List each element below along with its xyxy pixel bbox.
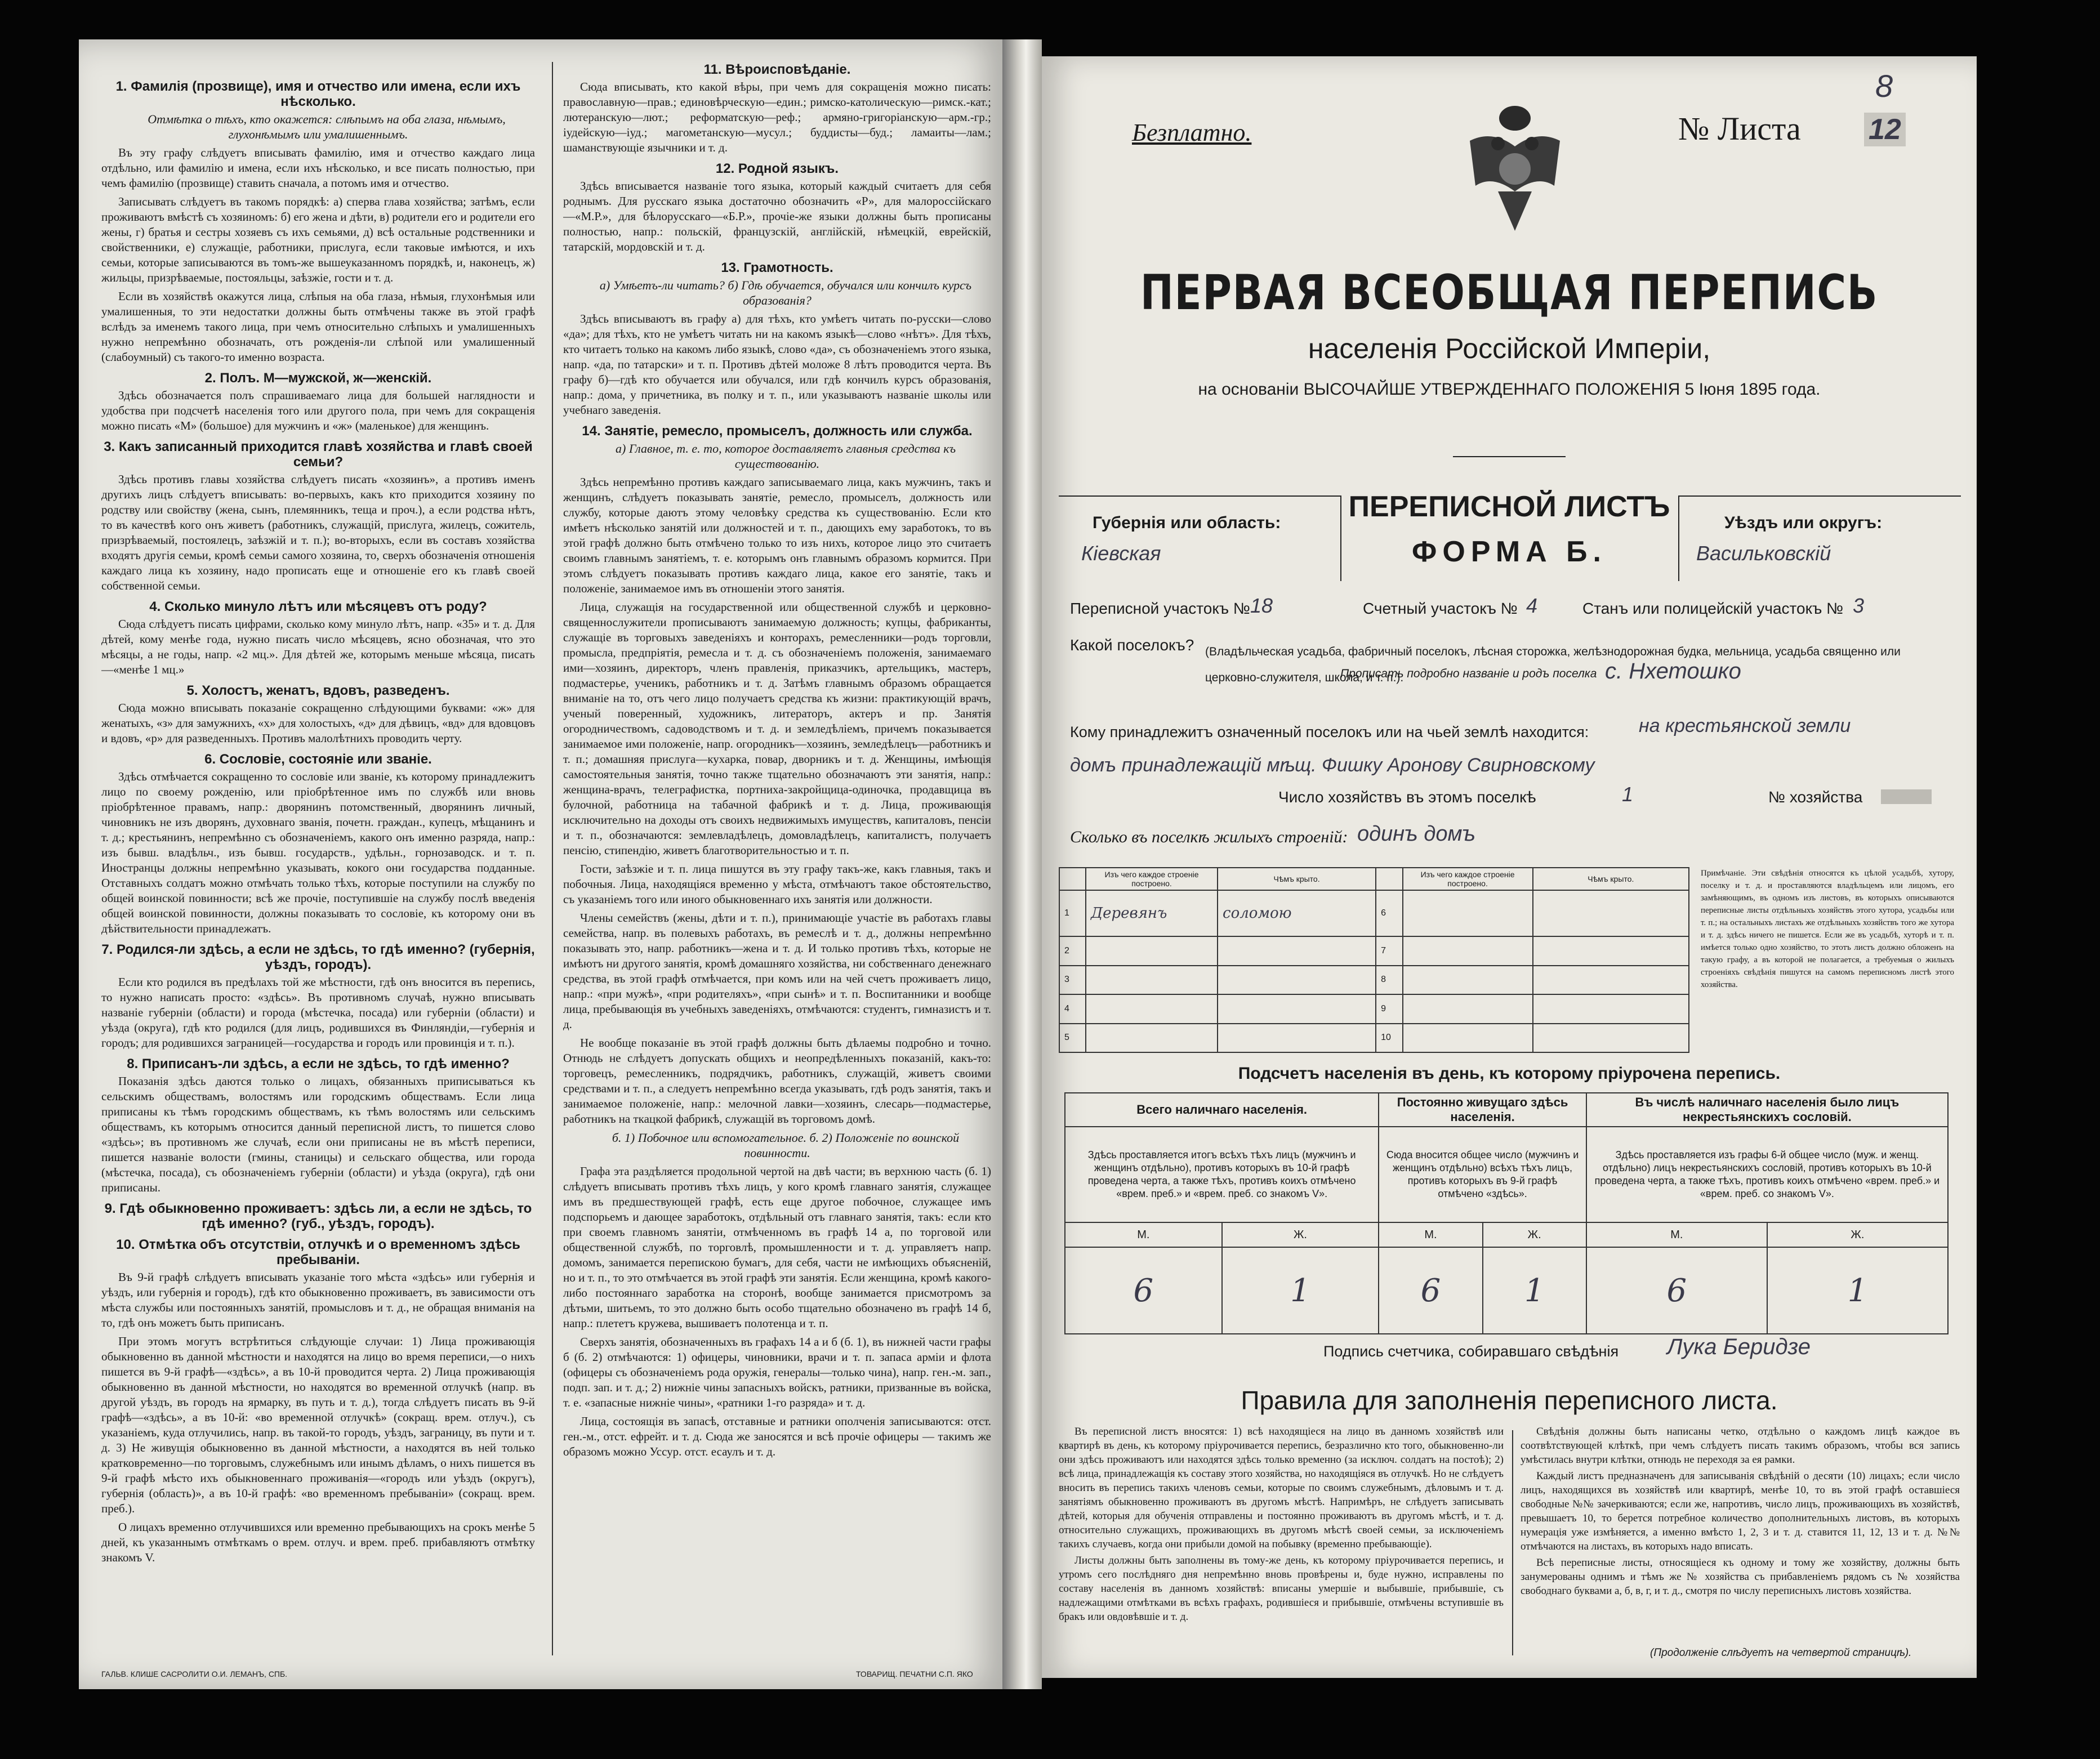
instructions-column-2: [563, 56, 991, 1650]
instructions-column-1: [101, 73, 535, 1650]
male-label: М.: [1586, 1222, 1767, 1247]
instruction-paragraph: Члены семействъ (жены, дѣти и т. п.), принимающіе участіе въ работахъ главы семейства, напр. въ полевыхъ работахъ, въ ремеслѣ и т. д., должны непремѣнно показывать это, напр. работникъ—жена и т. д. И только противъ тѣхъ, которые не имѣютъ ни другого занятія, кромѣ домашняго хозяйства, ни собственнаго денежнаго средства, въ этой графѣ отмѣчается, при комъ или на чей счетъ проживаетъ лицо, напр.: «при мужѣ», «при родителяхъ», «при сынѣ» и т. п. Воспитанники и вообще лица, пребывающія въ учебныхъ заведеніяхъ, отмѣчаются: студентъ, гимназистъ и т. д.: [563, 911, 991, 1031]
census-title: ПЕРВАЯ ВСЕОБЩАЯ ПЕРЕПИСЬ: [1140, 265, 1879, 321]
instruction-paragraph: Если въ хозяйствѣ окажутся лица, слѣпыя на оба глаза, нѣмыя, глухонѣмыя или умалишенныя, то эти недостатки должны быть отмѣчены также въ этой графѣ вслѣдъ за именемъ такого лица, при чемъ относительно слѣпыхъ и умалишенныхъ нужно непремѣнно обозначать, отъ рожденія-ли слѣпой или умалишенный (слабоумный) съ такого-то именно возраста.: [101, 289, 535, 364]
settlement-value: с. Нхетошко: [1605, 659, 1741, 684]
section-subheading: Отмѣтка о тѣхъ, кто окажется: слѣпымъ на оба глаза, нѣмымъ, глухонѣмымъ или умалишеннымъ.: [148, 112, 506, 141]
population-heading: Подсчетъ населенія въ день, къ которому пріурочена перепись.: [1238, 1064, 1781, 1083]
bt-header-material: Изъ чего каждое строеніе построено.: [1086, 868, 1218, 890]
bt-row-number: 6: [1376, 890, 1402, 936]
section-heading: 1. Фамилія (прозвище), имя и отчество или имена, если ихъ нѣсколько.: [115, 79, 521, 109]
instruction-paragraph: О лицахъ временно отлучившихся или временно пребывающихъ на срокъ менѣе 5 дней, къ указаннымъ отмѣткамъ о врем. отлуч. и врем. преб. прибавляютъ отмѣтку знакомъ V.: [101, 1520, 535, 1564]
stan-label: Станъ или полицейскій участокъ №: [1582, 600, 1844, 617]
section-heading: 5. Холостъ, женатъ, вдовъ, разведенъ.: [186, 683, 450, 698]
settlement-hint: (Владѣльческая усадьба, фабричный поселокъ, лѣсная сторожка, желѣзнодорожная будка, мельница, усадьба священно или церковно-служителя, школа, и т. п.).: [1205, 645, 1901, 684]
instruction-paragraph: Въ 9-й графѣ слѣдуетъ вписывать указаніе того мѣста «здѣсь» или губернія и уѣздъ, или губернія и городъ), гдѣ кто обыкновенно проживаетъ, въ зависимости отъ мѣста службы или постоянныхъ занятій, промысловъ и т. д., не обращая вниманія на то, гдѣ онъ можетъ быть приписанъ.: [101, 1270, 535, 1329]
rules-divider: [1512, 1430, 1513, 1655]
owner-value-continued: домъ принадлежащій мѣщ. Фишку Аронову Свирновскому: [1070, 755, 1595, 776]
instruction-paragraph: При этомъ могутъ встрѣтиться слѣдующіе случаи: 1) Лица проживающія обыкновенно въ данной мѣстности и находятся на лицо во время переписи,—о нихъ пишется въ 9-й графѣ—«здѣсь», а въ 10-й проводится черта. 2) Лица проживающія обыкновенно въ данной мѣстности, но находятся во временной отлучкѣ (напр. въ другой уѣздъ, въ городъ на ярмарку, въ путь и т. д.), тогда слѣдуетъ писать въ 9-й графѣ—«здѣсь», а въ 10-й: «во временной отлучкѣ» (сокращ. врем. отлуч.), съ указаніемъ, куда отлучились, напр. въ такой-то городъ, уѣздъ, заграницу, въ пути и т. д. 3) Не живущія обыкновенно въ данной мѣстности, а находятся въ ней только кратковременно—по торговымъ, служебнымъ или инымъ дѣламъ, о нихъ пишется въ 9-й графѣ мѣсто ихъ обыкновеннаго проживанія—«городъ или уѣздъ (округъ), губернія (область)», а въ 10-й графѣ: «во временномъ пребываніи» (сокращ. врем. преб.).: [101, 1334, 535, 1515]
buildings-label: Сколько въ поселкѣ жилыхъ строеній:: [1070, 828, 1348, 846]
instruction-paragraph: Записывать слѣдуетъ въ такомъ порядкѣ: а) сперва глава хозяйства; затѣмъ, если проживаютъ вмѣстѣ съ хозяиномъ: б) его жена и дѣти, в) родители его и родители его жены, г) братья и сестры хозяевъ съ ихъ семьями, д) всѣ остальные родственники и свойственники, е) служащіе, работники, прислуга, если таковые имѣются, и ихъ семьи, которые записываются въ томъ-же вышеуказанномъ порядкѣ, и, наконецъ, ж) жильцы, призрѣваемые, постояльцы, заѣзжіе, гости и т. д.: [101, 195, 535, 284]
male-label: М.: [1379, 1222, 1482, 1247]
buildings-value: одинъ домъ: [1357, 822, 1476, 846]
stan-value: 3: [1853, 594, 1865, 617]
title-rule: [1453, 456, 1566, 457]
permanent-female-count: 1: [1483, 1247, 1586, 1334]
section-heading: 3. Какъ записанный приходится главѣ хозяйства и главѣ своей семьи?: [104, 439, 533, 470]
pop-header-non-peasant: Въ числѣ наличнаго населенія было лицъ некрестьянскихъ сословій.: [1586, 1093, 1948, 1127]
section-heading: 7. Родился-ли здѣсь, а если не здѣсь, то гдѣ именно? (губернія, уѣздъ, городъ).: [101, 942, 535, 972]
bt-row1-roof: соломою: [1218, 890, 1376, 936]
population-table: [1064, 1092, 1949, 1334]
district-label: Уѣздъ или округъ:: [1724, 514, 1883, 532]
instruction-paragraph: Графа эта раздѣляется продольной чертой на двѣ части; въ верхнюю часть (б. 1) слѣдуетъ вписывать противъ тѣхъ лицъ, у кого кромѣ главнаго занятія, служащее имъ въ предшествующей графѣ, есть еще другое побочное, служащее имъ подспорьемъ и дающее заработокъ, отдѣльный отъ главнаго занятія, такъ: если кто при своемъ главномъ занятіи, отмѣченномъ въ графѣ 14 а, по торговой или общественной службѣ, по торговлѣ, промышленности и т. д. управляетъ напр. домомъ, занимается перепискою бумагъ, для себя, части не имѣющихъ объясненій, но и т. п., то это отмѣчается въ этой графѣ эти занятія. Если женщина, кромѣ какого-либо постояннаго заработка на сторонѣ, вообще занимается присмотромъ за дѣтьми, шитьемъ, то это должно быть особо тщательно обозначено въ графѣ 14 б, напр.: плететъ кружева, вышиваетъ полотенца и т. п.: [563, 1164, 991, 1330]
bt-header-material-2: Изъ чего каждое строеніе построено.: [1403, 868, 1533, 890]
section-heading: 10. Отмѣтка объ отсутствіи, отлучкѣ и о временномъ здѣсь пребываніи.: [116, 1237, 520, 1267]
pop-desc-permanent: Сюда вносится общее число (мужчинъ и женщинъ отдѣльно) всѣхъ тѣхъ лицъ, противъ которыхъ въ 9-й графѣ отмѣчено «здѣсь».: [1379, 1127, 1586, 1222]
district-box: [1678, 495, 1961, 581]
form-subtitle: ФОРМА Б.: [1412, 535, 1607, 568]
households-label: Число хозяйствъ въ этомъ поселкѣ: [1278, 788, 1536, 806]
non-peasant-female-count: 1: [1767, 1247, 1948, 1334]
bt-row-number: 9: [1376, 994, 1402, 1023]
province-value: Кіевская: [1081, 542, 1161, 565]
printer-credit-right: ТОВАРИЩ. ПЕЧАТНИ С.П. ЯКО: [856, 1669, 973, 1678]
printer-credit-left: ГАЛЬВ. КЛИШЕ САСРОЛИТИ О.И. ЛЕМАНЪ, СПБ.: [101, 1669, 288, 1678]
non-peasant-male-count: 6: [1586, 1247, 1767, 1334]
rule-paragraph: Свѣдѣнія должны быть написаны четко, отдѣльно о каждомъ лицѣ каждое въ соотвѣтствующей клѣткѣ, при чемъ слѣдуетъ писать такимъ образомъ, чтобы вся запись умѣстилась внутри клѣтки, отнюдь не переходя за ея рамки.: [1521, 1426, 1960, 1466]
owner-value: на крестьянской земли: [1639, 715, 1851, 736]
female-label: Ж.: [1483, 1222, 1586, 1247]
instruction-paragraph: Не вообще показаніе въ этой графѣ должны быть дѣлаемы подробно и точно. Отнюдь не слѣдуетъ допускать общихъ и неопредѣленныхъ показаній, какъ-то: торговецъ, ремесленникъ, подрядчикъ, работникъ, служащій, живетъ своими средствами и т. п., а следуетъ непремѣнно всегда указывать, гдѣ родъ занятія, такъ и занимаемое положеніе, напр.: мелочной лавки—хозяинъ, слесарь—подмастерье, работникъ на ткацкой фабрикѣ, служащій въ торговомъ домѣ.: [563, 1036, 991, 1126]
buildings-note: Примѣчаніе. Эти свѣдѣнія относятся къ цѣлой усадьбѣ, хутору, поселку и т. д. и проставляются владѣльцемъ или лицомъ, его замѣняющимъ, въ одномъ изъ листовъ, въ которыхъ описываются переписные листы отдѣльныхъ хозяйствъ этого хутора, усадьбы или т. п.; на остальныхъ листахъ же отдѣльныхъ хозяйствъ того же хутора и т. д. здѣсь ничего не пишется. Если же въ усадьбѣ, хуторѣ и т. п. имѣется только одно хозяйство, то этотъ листъ должно обложенъ на такую графу, а въ которой не полагается, а требуемыя о жилыхъ строеніяхъ свѣдѣнія пишутся на самомъ переписномъ листѣ этого хозяйства.: [1701, 869, 1954, 989]
instruction-paragraph: Здѣсь отмѣчается сокращенно то сословіе или званіе, къ которому принадлежитъ лицо по своему рожденію, или пріобрѣтенное имъ по службѣ или вновь пріобрѣтенное правамъ, напр.: дворянинъ потомственный, дворянинъ личный, чиновникъ не изъ дворянъ, духовнаго званія, почетн. граждан., купецъ, мѣщанинъ и т. д.; крестьянинъ, непремѣнно съ обозначеніемъ, какого онъ именно разряда, напр.: изъ бывш. владѣльч., изъ бывш. государств., удѣльн., горнозаводск. и т. п. Иностранцы должны непремѣнно указывать, кокого они государства подданные. Отставныхъ солдатъ можно отмѣчать только тѣхъ, которые поступили на службу по общей воинской повинности; всѣ же прочіе, поступившіе на службу послѣ введенія общей воинской повинности, должны показывать то сословіе, къ которому они въ дѣйствительности принадлежатъ.: [101, 770, 535, 935]
settlement-label: Какой поселокъ?: [1070, 636, 1194, 654]
bt-header-roof: Чѣмъ крыто.: [1218, 868, 1376, 890]
bt-row1-material: Деревянъ: [1086, 890, 1218, 936]
census-area-value: 18: [1250, 594, 1273, 617]
bt-row-number: 1: [1059, 890, 1086, 936]
bt-row-number: 3: [1059, 966, 1086, 994]
owner-label: Кому принадлежитъ означенный поселокъ или на чьей землѣ находится:: [1070, 724, 1589, 740]
rule-paragraph: Всѣ переписные листы, относящіеся къ одному и тому же хозяйству, должны быть занумерованы однимъ и тѣмъ же № хозяйства съ прибавленіемъ рядомъ съ № хозяйства свободнаго буквами а, б, в, г, и т. д., смотря по числу переписныхъ листовъ хозяйства.: [1521, 1557, 1960, 1597]
instruction-paragraph: Гости, заѣзжіе и т. п. лица пишутся въ эту графу такъ-же, какъ главныя, такъ и побочныя. Лица, находящіяся временно у мѣста, отмѣчаютъ такое обстоятельство, съ указаніемъ того или иного обыкновеннаго ихъ занятія или должности.: [563, 862, 991, 906]
province-label: Губернія или область:: [1093, 514, 1281, 532]
pop-desc-total: Здѣсь проставляется итогъ всѣхъ тѣхъ лицъ (мужчинъ и женщинъ отдѣльно), противъ которыхъ въ 10-й графѣ проведена черта, а также тѣхъ, противъ коихъ отмѣчено «врем. преб.» и «врем. преб. со знакомъ V».: [1065, 1127, 1379, 1222]
instruction-paragraph: Здѣсь противъ главы хозяйства слѣдуетъ писать «хозяинъ», а противъ именъ другихъ лицъ слѣдуетъ вписывать: во-первыхъ, какъ кто приходится хозяину по родству или свойству (жена, сынъ, племянникъ, теща и проч.), а если родства нѣтъ, то въ качествѣ кого онъ живетъ (работникъ, служащій, прислуга, жилецъ, сожитель, призрѣваемый, постоялецъ, заѣзжій и т. п.); во-вторыхъ, если въ составъ хозяйства входятъ другія семьи, кромѣ семьи самого хозяина, то, сверхъ обозначенія отношенія каждаго лица къ хозяину, надо прописать еще и отношеніе его къ главѣ своей собственной семьи.: [101, 472, 535, 592]
instruction-paragraph: Сюда вписывать, кто какой вѣры, при чемъ для сокращенія можно писать: православную—прав.; единовѣрческую—един.; римско-католическую—римск.-кат.; лютеранскую—лют.; реформатскую—реф.; армяно-григоріанскую—арм.-гр.; іудейскую—іуд.; магометанскую—мусул.; буддисты—буд.; ламаиты—лам.; шаманствующіе язычники и т. д.: [563, 80, 991, 154]
bt-row-number: 2: [1059, 936, 1086, 965]
census-subtitle: населенія Россійской Имперіи,: [1308, 333, 1711, 364]
bt-row-number: 10: [1376, 1024, 1402, 1052]
settlement-hint-2: Прописать подробно названіе и родъ поселка: [1340, 667, 1597, 680]
sheet-number-value: 12: [1864, 113, 1906, 146]
enumerator-signature: Лука Беридзе: [1667, 1334, 1811, 1359]
count-area-value: 4: [1526, 594, 1538, 617]
province-box: [1059, 495, 1341, 581]
census-area-label: Переписной участокъ №: [1070, 600, 1250, 617]
total-female-count: 1: [1222, 1247, 1379, 1334]
section-heading: 9. Гдѣ обыкновенно проживаетъ: здѣсь ли, а если не здѣсь, то гдѣ именно? (губ., уѣздъ, городъ).: [104, 1201, 532, 1231]
bt-row-number: 8: [1376, 966, 1402, 994]
section-heading: 8. Приписанъ-ли здѣсь, а если не здѣсь, то гдѣ именно?: [127, 1056, 510, 1072]
instruction-paragraph: Здѣсь вписывается названіе того языка, который каждый считаетъ для себя роднымъ. Для русскаго языка достаточно обозначить «Р», для малороссійскаго—«М.Р.», для бѣлорусскаго—«Б.Р.», прочіе-же языки должны быть прописаны полностью, напр.: польскій, французскій, англійскій, нѣмецкій, еврейскій, татарскій, мордовскій и т. д.: [563, 179, 991, 253]
archive-corner-mark: 8: [1875, 68, 1893, 104]
rule-paragraph: Листы должны быть заполнены въ тому-же день, къ которому пріурочивается перепись, и утромъ сего послѣдняго дня непремѣнно вновь провѣрены и, буде нужно, исправлены по составу населенія въ данномъ хозяйствѣ: вписаны умершіе и выбывшіе, прибывшіе, съ надлежащими отмѣтками въ всѣхъ графахъ, родившіеся и прибывшіе, отмѣчены вступившіе въ бракъ или овдовѣвшіе и т. д.: [1059, 1555, 1504, 1623]
permanent-male-count: 6: [1379, 1247, 1482, 1334]
section-subheading: а) Главное, т. е. то, которое доставляетъ главныя средства къ существованію.: [616, 441, 956, 471]
rules-title: Правила для заполненія переписного листа.: [1241, 1386, 1778, 1415]
female-label: Ж.: [1767, 1222, 1948, 1247]
household-number-redacted: [1881, 789, 1932, 804]
sheet-number-label: № Листа: [1678, 110, 1801, 147]
households-value: 1: [1622, 783, 1634, 806]
section-heading: 2. Полъ. М—мужской, ж—женскій.: [204, 370, 432, 386]
book-spine: [1002, 39, 1042, 1689]
section-subheading: а) Умѣетъ-ли читать? б) Гдѣ обучается, обучался или кончилъ курсъ образованія?: [599, 278, 972, 307]
instruction-paragraph: Здѣсь вписываютъ въ графу а) для тѣхъ, кто умѣетъ читать по-русски—слово «да»; для тѣхъ, кто не умѣетъ читать ни на какомъ языкѣ—слово «нѣтъ». Для тѣхъ, кто читаетъ только на какомъ либо языкѣ, слово «да», съ обозначеніемъ этого языка, напр. «да, по татарски» и т. п. Противъ дѣтей моложе 8 лѣтъ проводится черта. Въ графу б)—гдѣ кто обучается или обучался, или гдѣ кончилъ курсъ образованія, напр.: дома, у причетника, въ полку и т. п., или указываютъ названіе школы или учебнаго заведенія.: [563, 312, 991, 417]
bt-row-number: 5: [1059, 1024, 1086, 1052]
instruction-paragraph: Здѣсь непремѣнно противъ каждаго записываемаго лица, какъ мужчинъ, такъ и женщинъ, слѣдуетъ показывать занятіе, ремесло, промыселъ, должность или службу, которые даютъ этому человѣку средства къ существованію. Если кто имѣетъ нѣсколько занятій или должностей и т. п., дающихъ ему заработокъ, то въ этой графѣ должно быть отмѣчено только то изъ нихъ, которое лицо это считаетъ своимъ главнымъ занятіемъ, т. е. которымъ онъ главнымъ образомъ кормится. При этомъ слѣдуетъ показывать противъ каждаго лица, какое его занятіе, такъ и положеніе, занимаемое имъ въ отношеніи этого занятія.: [563, 475, 991, 595]
section-subheading: б. 1) Побочное или вспомогательное. б. 2) Положеніе по воинской повинности.: [612, 1131, 960, 1160]
pop-header-total: Всего наличнаго населенія.: [1065, 1093, 1379, 1127]
rules-column-1: [1059, 1425, 1504, 1661]
bt-row-number: 7: [1376, 936, 1402, 965]
household-number-label: № хозяйства: [1768, 788, 1863, 806]
column-divider: [552, 62, 553, 1655]
rules-continuation: (Продолженіе слѣдуетъ на четвертой страницѣ).: [1650, 1647, 1912, 1659]
instruction-paragraph: Если кто родился въ предѣлахъ той же мѣстности, гдѣ онъ вносится въ перепись, то нужно написать просто: «здѣсь». Въ противномъ случаѣ, нужно вписывать названіе губерніи (области) и города (мѣстечка, посада) или губерніи (области) и уѣзда (округа), гдѣ кто родился (для лицъ, родившихся въ Финляндіи,—губернія и городъ; для родившихся заграницей—государства и городъ или провинція и т. п.).: [101, 975, 535, 1050]
form-title: ПЕРЕПИСНОЙ ЛИСТЪ: [1348, 490, 1670, 523]
pop-desc-non-peasant: Здѣсь проставляется изъ графы 6-й общее число (муж. и женщ. отдѣльно) лицъ некрестьянскихъ сословій, противъ которыхъ въ 10-й проведена черта, а также тѣхъ, противъ коихъ отмѣчено «врем. преб.» и «врем. преб. со знакомъ V».: [1586, 1127, 1948, 1222]
instruction-paragraph: Сверхъ занятія, обозначенныхъ въ графахъ 14 а и б (б. 1), въ нижней части графы б (б. 2) отмѣчаются: 1) офицеры, чиновники, врачи и т. п. запаса арміи и флота (офицеры съ обозначеніемъ рода оружія, генералы—только чина), напр. ген.-м. зап., подп. зап. и т. д.; 2) нижніе чины запасныхъ войскъ, ратники, призванные въ войска, т. е. «запасные нижніе чины», «ратники 1-го разряда» и т. д.: [563, 1335, 991, 1409]
section-heading: 11. Вѣроисповѣданіе.: [703, 62, 851, 77]
buildings-table: [1059, 867, 1689, 1053]
instruction-paragraph: Сюда можно вписывать показаніе сокращенно слѣдующими буквами: «ж» для женатыхъ, «з» для замужнихъ, «х» для холостыхъ, «д» для дѣвицъ, «вд» для вдовцовъ и вдовъ, «р» для разведенныхъ. Противъ малолѣтнихъ проводить черту.: [101, 701, 535, 745]
bt-row-number: 4: [1059, 994, 1086, 1023]
total-male-count: 6: [1065, 1247, 1222, 1334]
instruction-paragraph: Лица, служащія на государственной или общественной службѣ и церковно-священнослужители прописываютъ занимаемую должность; купцы, фабриканты, служащіе въ торговыхъ заведеніяхъ и конторахъ, ремесленники—родъ торговли, промысла, предпріятія, ремесла и т. д. съ обозначеніемъ положенія, занимаемаго ими—хозяинъ, директоръ, членъ правленія, приказчикъ, артельщикъ, мастеръ, подмастерье, ученикъ, работникъ и т. д. Затѣмъ главнымъ образомъ обращается вниманіе на то, отъ чего лицо получаетъ средства къ жизни: практикующій врачъ, ученый поверенный, художникъ, литераторъ, актеръ и пр. Занятія огородничествомъ, садоводствомъ и т. д. и земледѣліемъ, причемъ показывается занимаемое ими положеніе, напр. огородникъ—хозяинъ, земледѣлецъ—работникъ и т. п.; домашняя прислуга—кухарка, повар, дворникъ и т. д. Женщины, имѣющія самостоятельныя занятія, точно также тщательно обозначаютъ эти занятія, напр.: женщина-врачъ, телеграфистка, портниха-закройщица-одиночка, продавщица въ булочной, работница на табачной фабрикѣ и т. д. Лица, проживающія исключительно на доходы отъ своихъ недвижимыхъ имуществъ, капиталовъ, пенсіи и т. п., обозначаются: землевладѣлецъ, домовладѣлецъ, капиталистъ, получаетъ пенсію, стипендію, живетъ благотворительностью и т. п.: [563, 600, 991, 857]
instruction-paragraph: Лица, состоящія въ запасѣ, отставные и ратники ополченія записываются: отст. ген.-м., отст. ефрейт. и т. д. Сюда же заносятся и всѣ прочіе офицеры — такимъ же образомъ можно Уссур. отст. есаулъ и т. д.: [563, 1414, 991, 1458]
rules-column-2: [1521, 1425, 1960, 1644]
section-heading: 6. Сословіе, состояніе или званіе.: [204, 752, 432, 767]
rule-paragraph: Въ переписной листъ вносятся: 1) всѣ находящіеся на лицо въ данномъ хозяйствѣ или квартирѣ въ день, къ которому пріурочивается перепись, безразлично кто того, обыкновенно-ли они здѣсь проживаютъ или находятся здѣсь только временно (за исключ. солдатъ на постоѣ); 2) всѣ лица, принадлежащія къ составу этого хозяйства, но находящіяся въ отлучкѣ. Но не слѣдуетъ вносить въ перепись такихъ членовъ семьи, которые по своимъ служебнымъ, дѣловымъ и т. д. занятіямъ обыкновенно проживаютъ въ другомъ мѣстѣ. Напримѣръ, не слѣдуетъ записывать дѣтей, которыя для обученія отправлены и постоянно проживаютъ въ другомъ мѣстѣ, и т. д. относительно служащихъ, проживающихъ въ другомъ мѣстѣ своей семьи, за исключеніемъ такихъ случаевъ, когда они прибыли домой на побывку (временно пребывающіе).: [1059, 1426, 1504, 1550]
section-heading: 14. Занятіе, ремесло, промыселъ, должность или служба.: [582, 423, 973, 439]
female-label: Ж.: [1222, 1222, 1379, 1247]
instruction-paragraph: Въ эту графу слѣдуетъ вписывать фамилію, имя и отчество каждаго лица отдѣльно, или фамилію и имена, если ихъ нѣсколько, и все писать полностью, при чемъ фамилію (прозвище) ставить сначала, а потомъ имя и отчество.: [101, 146, 535, 190]
count-area-label: Счетный участокъ №: [1363, 600, 1518, 617]
free-label: Безплатно.: [1132, 119, 1252, 146]
male-label: М.: [1065, 1222, 1222, 1247]
pop-header-permanent: Постоянно живущаго здѣсь населенія.: [1379, 1093, 1586, 1127]
imperial-eagle-emblem: [1459, 101, 1571, 236]
section-heading: 4. Сколько минуло лѣтъ или мѣсяцевъ отъ роду?: [149, 599, 487, 614]
instruction-paragraph: Показанія здѣсь даются только о лицахъ, обязанныхъ приписываться къ сельскимъ обществамъ, волостямъ или городскимъ обществамъ. Если лица приписаны къ тѣмъ городскимъ обществамъ, къ тѣмъ волостямъ или сельскимъ обществамъ, къ которымъ относится данный переписной листъ, то пишется слово «здѣсь»; въ противномъ же случаѣ, если они приписаны не въ мѣстѣ переписи, пишется названіе волости (гмины, станицы) и сельскаго общества, или города (мѣстечка, посада), съ обозначеніемъ губерніи (области) и уѣзда (округа), гдѣ они приписаны.: [101, 1074, 535, 1194]
rule-paragraph: Каждый листъ предназначенъ для записыванія свѣдѣній о десяти (10) лицахъ; если число лицъ, находящихся въ хозяйствѣ или квартирѣ, менѣе 10, то въ этой графѣ оставшіеся свободные №№ зачеркиваются; если же, напротивъ, число лицъ, проживающихъ въ хозяйствѣ, превышаетъ 10, то берется потребное количество дополнительныхъ листовъ, въ которыхъ нумерація уже измѣняется, а именно вмѣсто 1, 2, 3 и т. д. ставится 11, 12, 13 и т. д. №№ отмѣчаются на листахъ, въ которыхъ надо вписать.: [1521, 1470, 1960, 1552]
section-heading: 12. Родной языкъ.: [715, 161, 839, 176]
district-value: Васильковскій: [1696, 542, 1831, 565]
census-form-page: [1042, 56, 1977, 1678]
left-instructions-page: [79, 39, 1002, 1689]
instruction-paragraph: Сюда слѣдуетъ писать цифрами, сколько кому минуло лѣтъ, напр. «35» и т. д. Для дѣтей, кому менѣе года, нужно писать число мѣсяцевъ, ясно обозначая, что это мѣсяцы, а не годы, напр. «2 мц.». Для дѣтей же, которымъ меньше мѣсяца, писать—«менѣе 1 мц.»: [101, 617, 535, 676]
legal-basis: на основаніи ВЫСОЧАЙШЕ УТВЕРЖДЕННАГО ПОЛОЖЕНІЯ 5 Іюня 1895 года.: [1198, 380, 1821, 399]
signature-label: Подпись счетчика, собиравшаго свѣдѣнія: [1323, 1343, 1619, 1360]
section-heading: 13. Грамотность.: [721, 260, 833, 275]
instruction-paragraph: Здѣсь обозначается полъ спрашиваемаго лица для большей наглядности и удобства при подсчетѣ населенія того или другого пола, при чемъ для сокращенія можно писать «М» (большое) для мужчинъ и «ж» (маленькое) для женщинъ.: [101, 389, 535, 432]
bt-header-roof-2: Чѣмъ крыто.: [1533, 868, 1689, 890]
